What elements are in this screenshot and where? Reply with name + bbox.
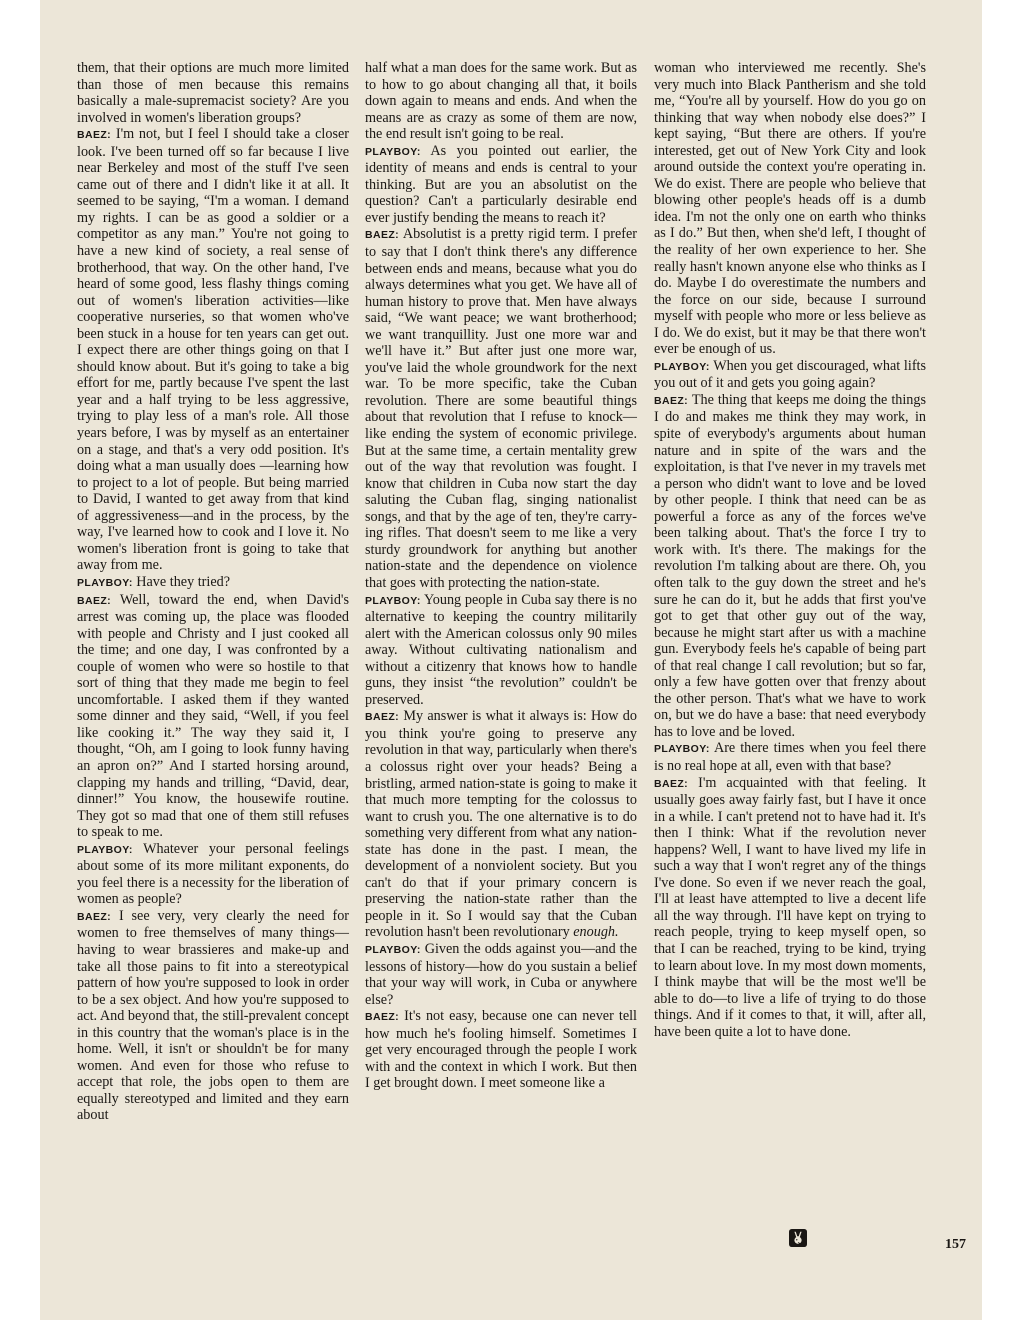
paragraph (77, 60, 349, 126)
paragraph (365, 1008, 637, 1092)
speaker-label: PLAYBOY: (654, 743, 710, 756)
paragraph (654, 358, 926, 392)
paragraph-text: Young people in Cuba say there is no alternative to keeping the country militarily alert with the American colossus only 90 miles away. Without cultivating nationalism and without a citizenry that knows how to handle guns, they insist “the revolution” couldn't be preserved. (365, 591, 637, 708)
paragraph-text: It's not easy, because one can never tell how much he's fooling himself. Sometimes I get very encouraged through the people I work with and the context in which I work. But then I get brought down. I meet someone like a (365, 1008, 637, 1092)
paragraph (77, 908, 349, 1124)
paragraph-text: half what a man does for the same work. But as to how to go about changing all that, it boils down again to means and ends. And when the means are as crazy as some of them are now, the end result isn't going to be real. (365, 60, 637, 143)
speaker-label: BAEZ: (365, 711, 400, 724)
paragraph (365, 60, 637, 143)
paragraph-text: My answer is what it always is: How do you think you're going to preserve any revolution in that way, particularly when there's a colossus right over your heads? Being a bristling, armed nation-state is going to make it that much more tempting for the colossus to want to crush you. The one alternative is to do something very different from what any nation-state has done in the past. I mean, the development of a nonviolent society. But you can't do that if your primary concern is preserving the nation-state rather than the people in it. So I would say that the Cuban revolution hasn't been revolutionary (365, 708, 637, 941)
speaker-label: BAEZ: (77, 910, 112, 923)
paragraph-text: Given the odds against you—and the lessons of history—how do you sustain a belief that your way will work, in Cuba or anywhere else? (365, 940, 637, 1008)
speaker-label: PLAYBOY: (77, 843, 133, 856)
speaker-label: PLAYBOY: (77, 576, 133, 589)
text-column-1 (77, 60, 349, 1124)
paragraph (77, 841, 349, 908)
paragraph (654, 60, 926, 358)
speaker-label: BAEZ: (654, 777, 689, 790)
paragraph (365, 592, 637, 709)
text-column-2 (365, 60, 637, 1092)
paragraph (365, 143, 637, 227)
paragraph-text: I'm acquainted with that feeling. It usually goes away fairly fast, but I have it once in a while. I can't pretend not to have had it. It's then I think: What if the revolution never happens? Well, I want to have lived my life in such a way that I won't regret any of the things I've done. So even if we never reach the goal, I'll at least have attempted to live a decent life all the way through. I'll have kept on trying to reach people, trying to keep myself open, so that I can be reached, trying to be kind, trying to learn about love. In my most down moments, I think maybe that will be the most we'll be able to do—to live a life of trying to do those things. And if it comes to that, it will, after all, have been quite a lot to have done. (654, 774, 926, 1040)
speaker-label: BAEZ: (654, 394, 689, 407)
speaker-label: PLAYBOY: (365, 145, 421, 158)
paragraph (365, 708, 637, 941)
speaker-label: PLAYBOY: (654, 360, 710, 373)
paragraph (654, 775, 926, 1041)
rabbit-head-icon (789, 1229, 807, 1247)
paragraph (365, 226, 637, 591)
paragraph-text: I'm not, but I feel I should take a closer look. I've been turned off so far because I live near Berkeley and most of the stuff I've seen came out of there and I didn't like it at all. It seemed to be saying, “I'm a woman. I demand my rights. I can be as good a soldier or a competitor as any man.” You're not going to have a new kind of society, a real sense of brotherhood, that way. On the other hand, I've heard of some good, less flashy things coming out of women's liberation activities—like cooperative nurseries, so that women who've been stuck in a house for ten years can get out. I expect there are other things going on that I should know about. But it's going to take a big effort for me, partly because I've spent the last year and a half trying to be less aggressive, trying to play less of a man's role. All those years before, I was by myself as an entertainer on a stage, and that's a very odd position. It's doing what a man usually does —learning how to project to a lot of people. But being married to David, I wanted to get away from that kind of aggressiveness—and in the process, by the way, I've learned how to cook and I love it. No women's liberation front is going to take that away from me. (77, 126, 349, 574)
paragraph-text: Are there times when you feel there is no real hope at all, even with that base? (654, 740, 926, 774)
paragraph-text: As you pointed out earlier, the identity of means and ends is central to your thinking. But are you an absolutist on the question? Can't a particularly desirable end ever justify bending the means to reach it? (365, 142, 637, 226)
speaker-label: BAEZ: (365, 229, 400, 242)
speaker-label: PLAYBOY: (365, 943, 421, 956)
speaker-label: BAEZ: (77, 594, 112, 607)
paragraph-text: The thing that keeps me doing the things I do and makes me think they may work, in spite of everybody's arguments about human nature and in spite of the wars and the exploitation, is that I've never in my travels met a person who didn't want to love and be loved by other people. I think that need can be as powerful a force as any of the forces we've been talking about. That's the force I try to work with. It's there. The makings for the revolution I'm talking about are there. Oh, you often talk to the guy down the street and he's sure he can do it, but he adds that first you've got to get that other guy out of the way, because he might start after us with a machine gun. Everybody feels he's capable of being part of that real change I call revolution; but so far, only a few have gotten over that frenzy about the other person. That's what we have to work on, but we do have a base: that need everybody has to love and be loved. (654, 391, 927, 740)
paragraph (654, 740, 926, 774)
speaker-label: BAEZ: (77, 129, 112, 142)
emphasis-text: enough. (573, 924, 619, 941)
paragraph (77, 126, 349, 574)
paragraph-text: Whatever your personal feelings about some of its more militant exponents, do you feel there is a necessity for the liberation of women as people? (77, 840, 349, 908)
text-column-3 (654, 60, 926, 1040)
paragraph-text: When you get discouraged, what lifts you out of it and gets you going again? (654, 357, 927, 392)
magazine-page (40, 0, 982, 1320)
paragraph-text: Have they tried? (136, 573, 231, 590)
paragraph (77, 592, 349, 841)
paragraph (77, 574, 349, 592)
paragraph-text: Absolutist is a pretty rigid term. I prefer to say that I don't think there's any difference between ends and means, because what you do always determines what you get. We have all of human history to prove that. Men have always said, “We want peace; we want brotherhood; we want tranquillity. Just one more war and we'll have it.” But after just one more war, you've laid the whole groundwork for the next war. To be more specific, take the Cuban revolution. There are some beautiful things about that revolution that I refuse to knock—like ending the system of economic privilege. But at the same time, a certain mentality grew out of the way that revolution was fought. I know that children in Cuba now start the day saluting the Cuban flag, singing nationalist songs, and that by the age of ten, they're carrying rifles. That doesn't seem to me like a very sturdy groundwork for anything but another nation-state and the dependence on violence that goes with protecting the nation-state. (365, 226, 637, 591)
page-number: 157 (945, 1237, 966, 1252)
paragraph-text: Well, toward the end, when David's arrest was coming up, the place was flooded with people and Christy and I just cooked all the time; and one day, I was confronted by a couple of women who were so hostile to that sort of thing that they made me begin to feel uncomfortable. I asked them if they wanted some dinner and they said, “Well, if you feel like cooking it.” The way they said it, I thought, “Oh, am I going to look funny having an apron on?” And I started horsing around, clapping my hands and trilling, “David, dear, dinner!” You know, the housewife routine. They got so mad that one of them still refuses to speak to me. (77, 591, 349, 841)
paragraph-text: I see very, very clearly the need for women to free themselves of many things—having to wear brassieres and make-up and take all those pains to fit into a stereotypical pattern of how you're supposed to look in order to be a sex object. And how you're supposed to act. And beyond that, the still-prevalent concept in this country that the woman's place is in the home. Well, it isn't or shouldn't be for many women. And even for those who refuse to accept that role, the jobs open to them are equally stereotyped and limited and they earn about (77, 907, 350, 1124)
speaker-label: PLAYBOY: (365, 594, 421, 607)
paragraph-text: them, that their options are much more limited than those of men because this remains basically a male-supremacist society? Are you involved in women's liberation groups? (77, 60, 349, 126)
paragraph (365, 941, 637, 1008)
paragraph-text: woman who interviewed me recently. She's very much into Black Pantherism and she told me, “You're all by yourself. How do you go on thinking that way when nobody else does?” I kept saying, “But there are others. If you're interested, get out of New York City and look around outside the context you're operating in. We do exist. There are people who believe that blowing other people's heads off is a dumb idea. I'm not the only one on earth who thinks as I do.” But then, when she'd left, I thought of the reality of her own experience to her. She really hasn't known anyone else who thinks as I do. Maybe I do overestimate the numbers and the force on our side, because I surround myself with people who more or less believe as I do. We do exist, but it may be that there won't ever be enough of us. (654, 60, 926, 358)
paragraph (654, 392, 926, 740)
speaker-label: BAEZ: (365, 1011, 400, 1024)
